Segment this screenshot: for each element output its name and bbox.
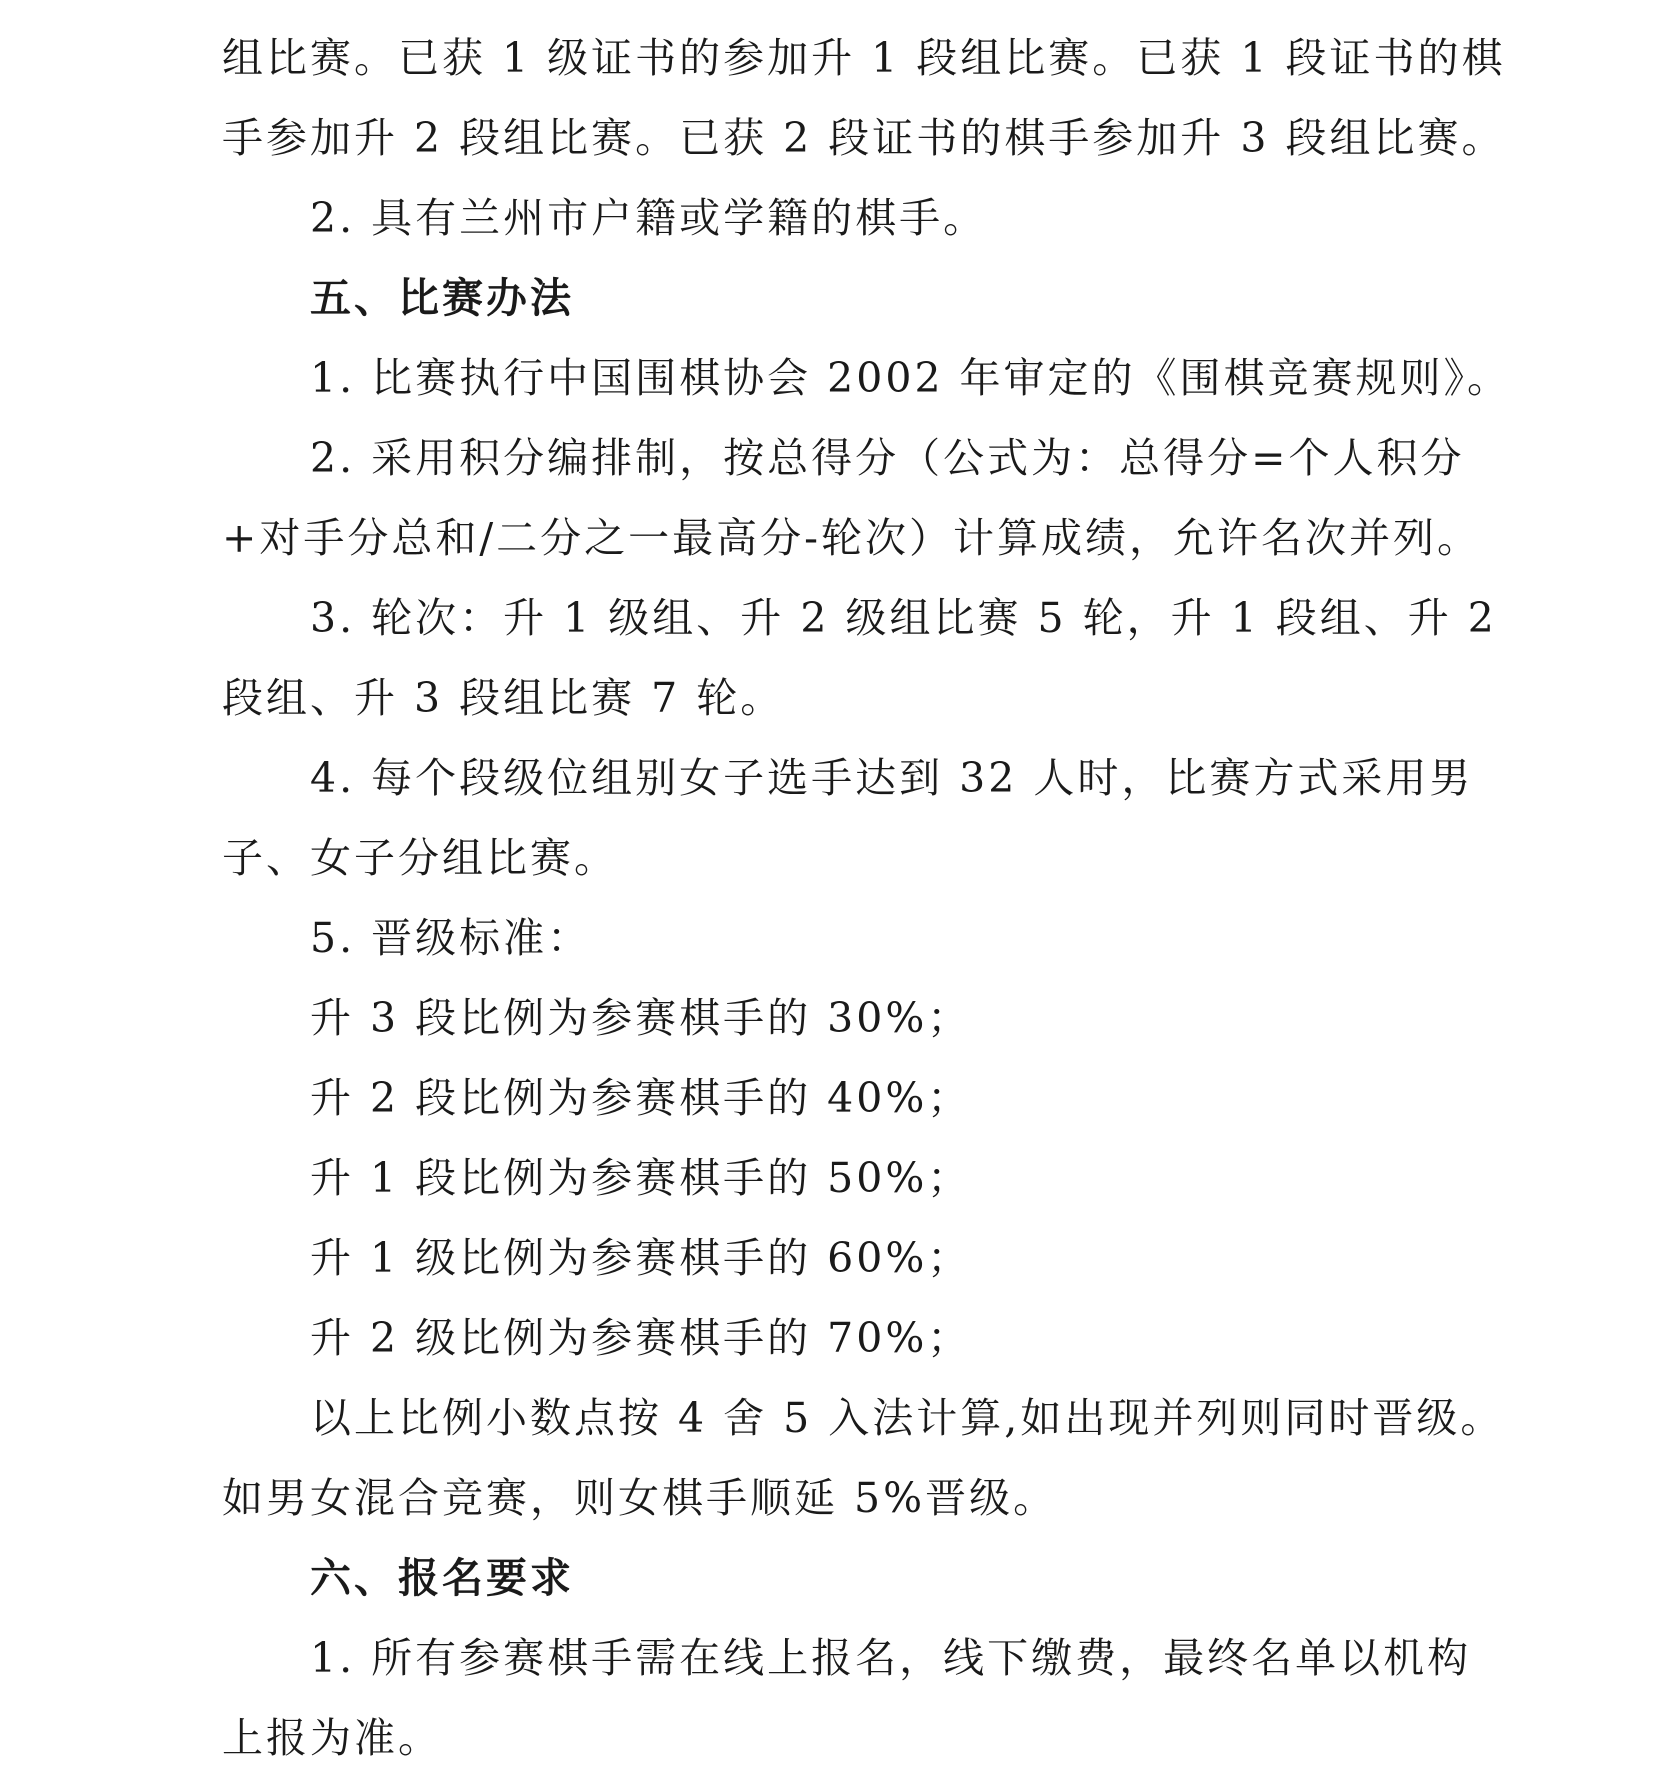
list-item: 升 1 段比例为参赛棋手的 50%； bbox=[310, 1154, 972, 1202]
section-heading: 六、报名要求 bbox=[310, 1554, 574, 1602]
paragraph-line: 以上比例小数点按 4 舍 5 入法计算,如出现并列则同时晋级。 bbox=[310, 1394, 1505, 1442]
paragraph-line: 子、女子分组比赛。 bbox=[222, 834, 618, 882]
list-item: 升 1 级比例为参赛棋手的 60%； bbox=[310, 1234, 972, 1282]
paragraph-line: 组比赛。已获 1 级证书的参加升 1 段组比赛。已获 1 段证书的棋 bbox=[222, 34, 1506, 82]
list-item: 升 2 级比例为参赛棋手的 70%； bbox=[310, 1314, 972, 1362]
paragraph-line: 5. 晋级标准： bbox=[310, 914, 592, 962]
paragraph-line: 3. 轮次：升 1 级组、升 2 级组比赛 5 轮，升 1 段组、升 2 bbox=[310, 594, 1497, 642]
paragraph-line: 4. 每个段级位组别女子选手达到 32 人时，比赛方式采用男 bbox=[310, 754, 1474, 802]
document-page bbox=[222, 18, 1512, 1778]
section-heading: 五、比赛办法 bbox=[310, 274, 574, 322]
paragraph-line: 1. 比赛执行中国围棋协会 2002 年审定的《围棋竞赛规则》。 bbox=[310, 354, 1512, 402]
paragraph-line: 2. 采用积分编排制，按总得分（公式为：总得分=个人积分 bbox=[310, 434, 1465, 482]
paragraph-line: 手参加升 2 段组比赛。已获 2 段证书的棋手参加升 3 段组比赛。 bbox=[222, 114, 1506, 162]
paragraph-line: 上报为准。 bbox=[222, 1714, 442, 1762]
paragraph-line: 如男女混合竞赛，则女棋手顺延 5%晋级。 bbox=[222, 1474, 1058, 1522]
paragraph-line: 2. 具有兰州市户籍或学籍的棋手。 bbox=[310, 194, 988, 242]
paragraph-line: 段组、升 3 段组比赛 7 轮。 bbox=[222, 674, 785, 722]
list-item: 升 2 段比例为参赛棋手的 40%； bbox=[310, 1074, 972, 1122]
list-item: 升 3 段比例为参赛棋手的 30%； bbox=[310, 994, 972, 1042]
paragraph-line: +对手分总和/二分之一最高分-轮次）计算成绩，允许名次并列。 bbox=[222, 514, 1482, 562]
paragraph-line: 1. 所有参赛棋手需在线上报名，线下缴费，最终名单以机构 bbox=[310, 1634, 1472, 1682]
